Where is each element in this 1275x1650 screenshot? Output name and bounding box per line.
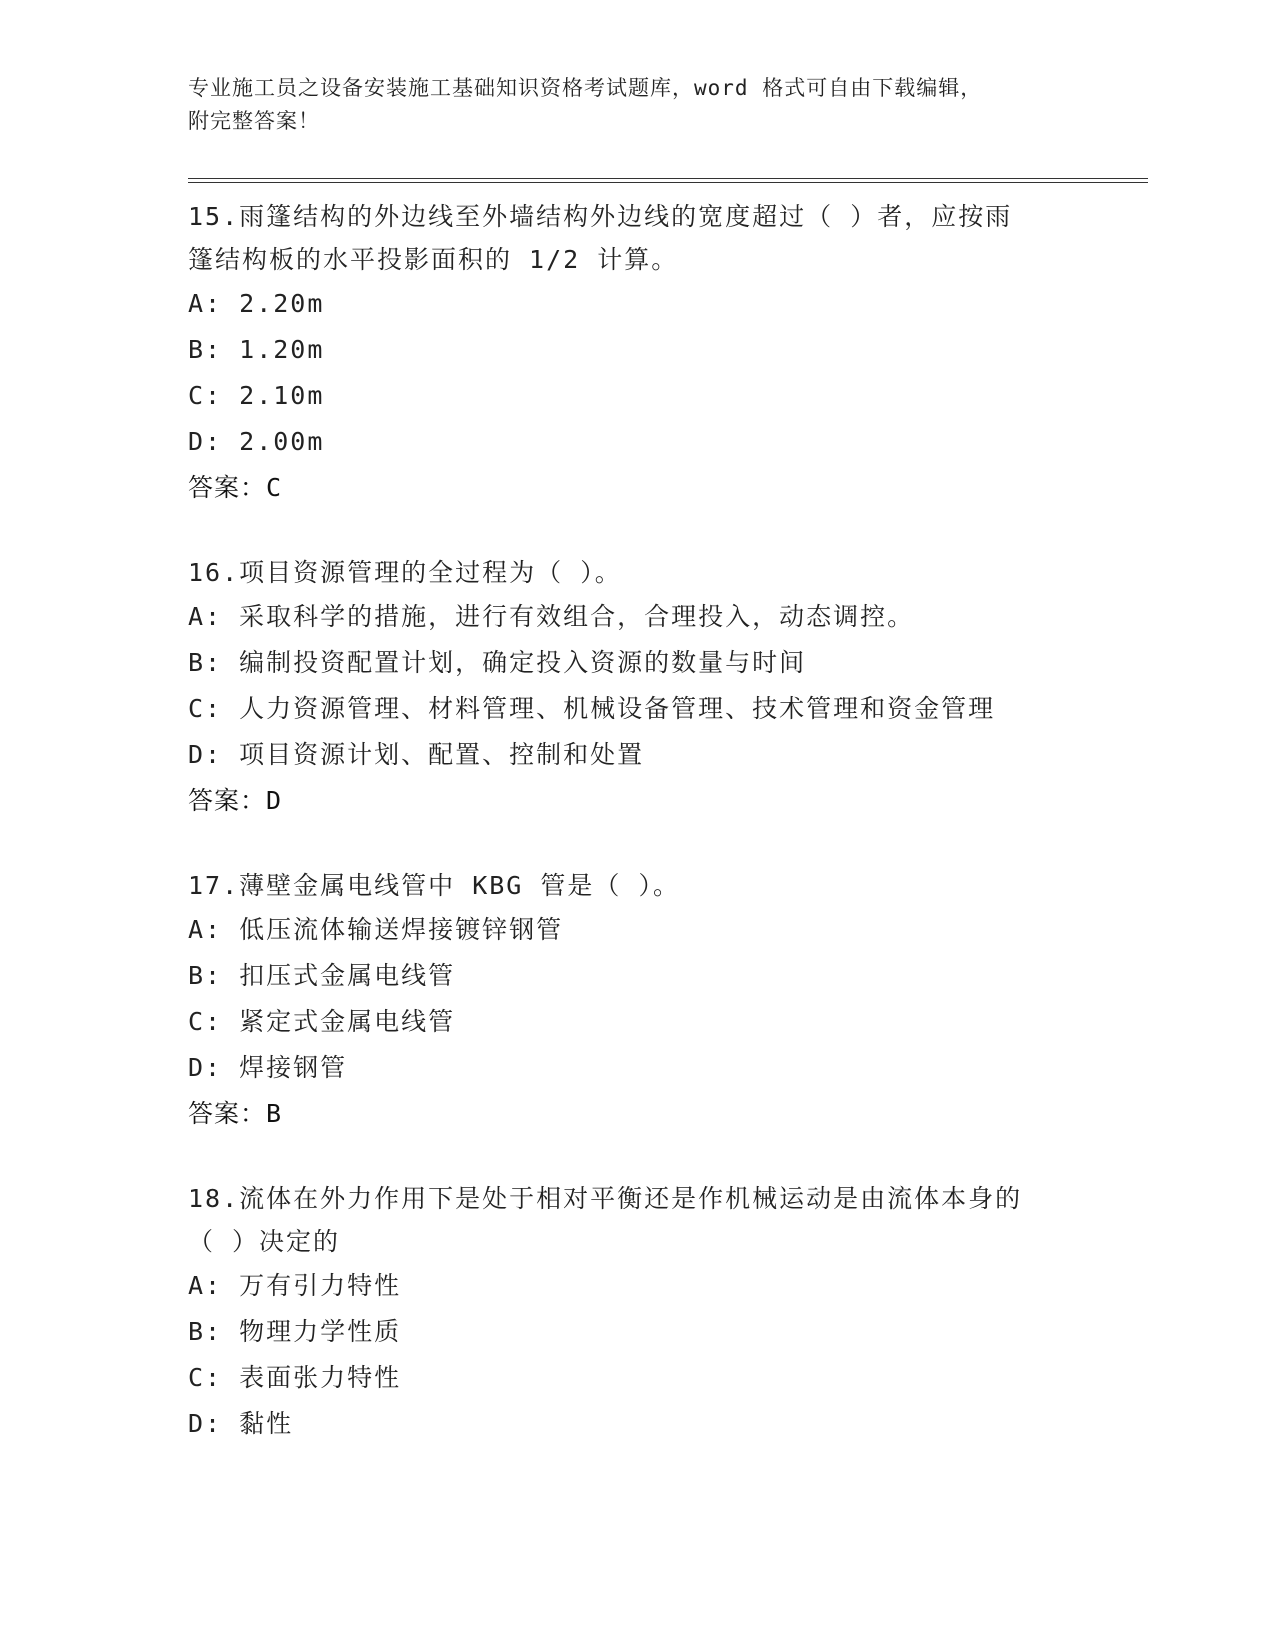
question-15 — [188, 195, 1148, 511]
answer-label: 答案： — [188, 473, 267, 502]
option-d: D: 2.00m — [188, 427, 325, 456]
answer-value: B — [266, 1099, 283, 1128]
option-d: D: 焊接钢管 — [188, 1053, 348, 1082]
option-d: D: 项目资源计划、配置、控制和处置 — [188, 740, 645, 769]
question-16 — [188, 551, 1148, 824]
option-c: C: 人力资源管理、材料管理、机械设备管理、技术管理和资金管理 — [188, 694, 996, 723]
option-b: B: 编制投资配置计划，确定投入资源的数量与时间 — [188, 648, 807, 677]
answer — [188, 465, 1148, 511]
option-a: A: 低压流体输送焊接镀锌钢管 — [188, 915, 564, 944]
question-stem-continued: （ ）决定的 — [188, 1227, 341, 1256]
option-b: B: 物理力学性质 — [188, 1317, 402, 1346]
answer — [188, 1091, 1148, 1137]
answer-value: C — [266, 473, 283, 502]
question-17 — [188, 864, 1148, 1137]
option-b: B: 1.20m — [188, 335, 325, 364]
answer-value: D — [266, 786, 283, 815]
option-c: C: 2.10m — [188, 381, 325, 410]
question-stem: 18.流体在外力作用下是处于相对平衡还是作机械运动是由流体本身的 — [188, 1184, 1023, 1213]
option-c: C: 表面张力特性 — [188, 1363, 402, 1392]
question-stem: 16.项目资源管理的全过程为（ ）。 — [188, 558, 622, 587]
document-page — [188, 72, 1148, 1447]
intro-line-2: 附完整答案！ — [188, 109, 320, 133]
intro-line-1: 专业施工员之设备安装施工基础知识资格考试题库，word 格式可自由下载编辑， — [188, 76, 983, 100]
option-c: C: 紧定式金属电线管 — [188, 1007, 456, 1036]
answer-label: 答案： — [188, 1099, 267, 1128]
question-18 — [188, 1177, 1148, 1447]
option-a: A: 万有引力特性 — [188, 1271, 402, 1300]
option-d: D: 黏性 — [188, 1409, 294, 1438]
option-a: A: 2.20m — [188, 289, 325, 318]
question-stem: 15.雨篷结构的外边线至外墙结构外边线的宽度超过（ ）者，应按雨 — [188, 202, 1013, 231]
option-b: B: 扣压式金属电线管 — [188, 961, 456, 990]
answer — [188, 778, 1148, 824]
question-stem: 17.薄壁金属电线管中 KBG 管是（ ）。 — [188, 871, 680, 900]
answer-label: 答案： — [188, 786, 267, 815]
question-stem-continued: 篷结构板的水平投影面积的 1/2 计算。 — [188, 245, 679, 274]
option-a: A: 采取科学的措施，进行有效组合，合理投入，动态调控。 — [188, 602, 915, 631]
double-rule-divider — [188, 178, 1148, 183]
